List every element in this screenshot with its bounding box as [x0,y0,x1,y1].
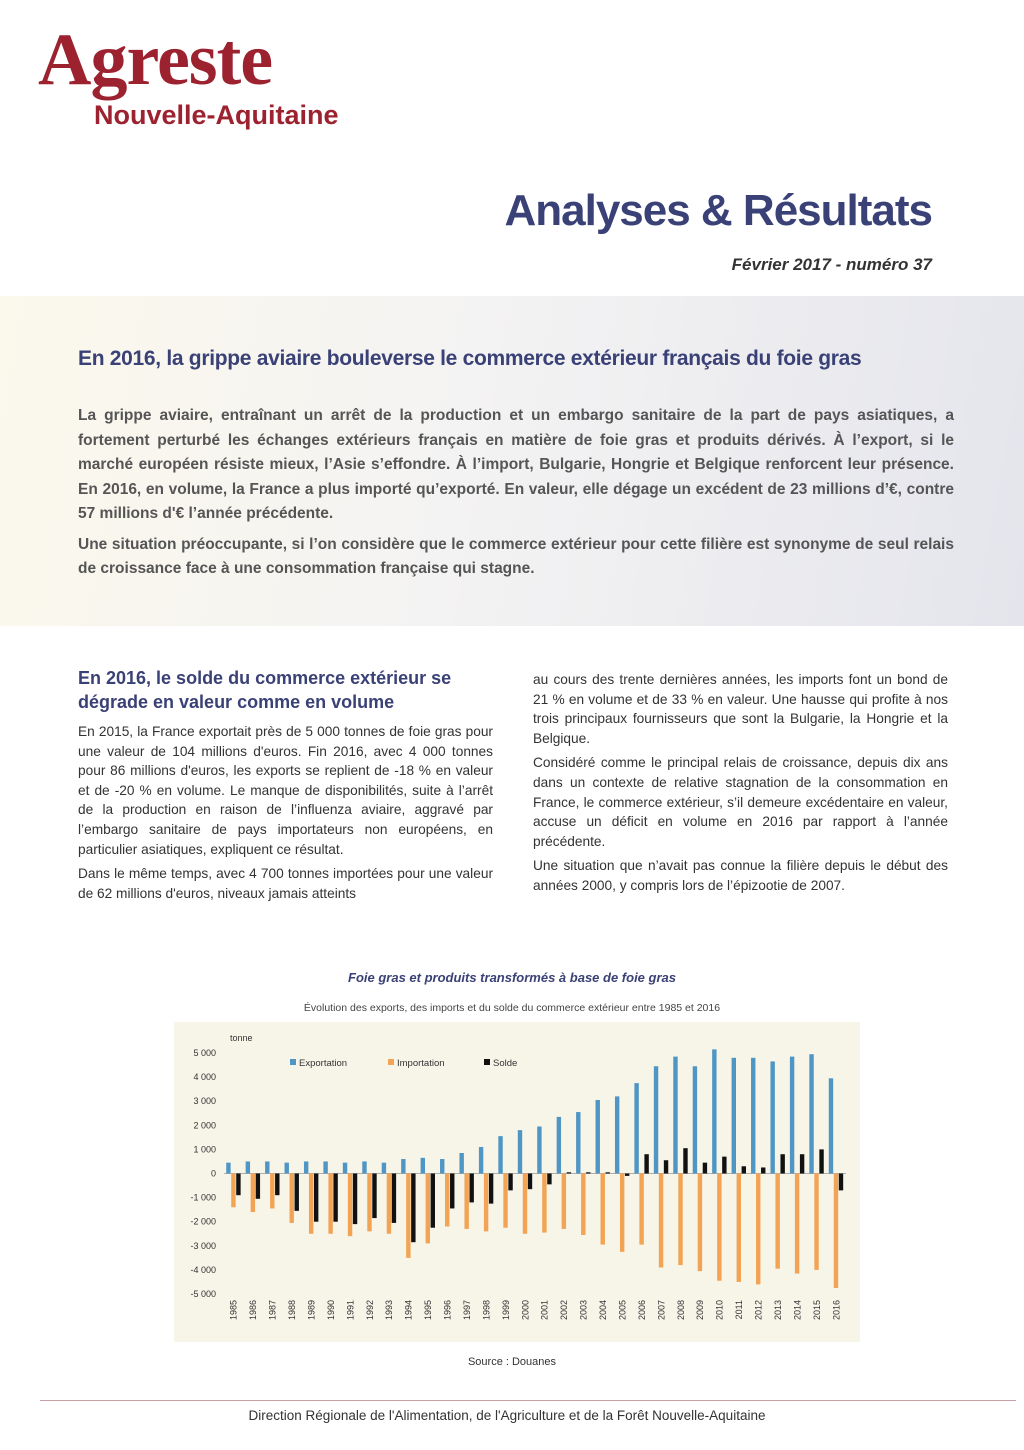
bar-exportation [498,1136,502,1173]
bar-exportation [343,1163,347,1174]
bar-exportation [809,1054,813,1173]
bar-importation [231,1174,235,1208]
bar-importation [426,1174,430,1244]
bar-solde [606,1172,610,1173]
bar-importation [775,1174,779,1269]
article-paragraph: au cours des trente dernières années, les imports font un bond de 21 % en volume et de 33 % en valeur. Une hausse qui profite à nos trois principaux fournisseurs que sont la Bulgarie, la Hongrie et la Belgique. [533,672,948,746]
x-tick-label: 2005 [617,1300,628,1321]
bar-importation [484,1174,488,1232]
bar-solde [839,1174,843,1191]
bar-exportation [479,1147,483,1174]
x-tick-label: 1992 [364,1300,375,1321]
x-tick-label: 1993 [384,1300,395,1321]
x-tick-label: 2000 [520,1300,531,1321]
article-column-right [533,670,948,901]
bar-importation [445,1174,449,1227]
x-tick-label: 2011 [734,1300,745,1320]
x-tick-label: 2004 [598,1300,609,1321]
x-tick-label: 2006 [636,1300,647,1321]
bar-solde [664,1160,668,1173]
y-tick-label: -5 000 [190,1289,216,1299]
bar-solde [353,1174,357,1225]
x-tick-label: 2007 [656,1300,667,1321]
y-tick-label: 4 000 [193,1072,216,1083]
bar-exportation [518,1130,522,1173]
y-tick-label: -3 000 [190,1240,216,1251]
footer-divider [40,1400,1016,1401]
bar-solde [508,1174,512,1191]
bar-solde [780,1154,784,1173]
issue-number: Février 2017 - numéro 37 [731,255,932,274]
bar-solde [819,1149,823,1173]
x-tick-label: 2012 [753,1300,764,1321]
bar-solde [275,1174,279,1196]
bar-importation [348,1174,352,1237]
logo-title: Agreste [38,19,273,101]
x-tick-label: 2014 [792,1300,803,1321]
bar-solde [469,1174,473,1203]
bar-exportation [459,1153,463,1173]
bar-exportation [712,1049,716,1173]
bar-exportation [537,1127,541,1174]
bar-solde [761,1167,765,1173]
y-axis-unit: tonne [230,1033,253,1043]
bar-importation [270,1174,274,1209]
bar-solde [547,1174,551,1185]
x-tick-label: 2010 [714,1300,725,1321]
footer-text: Direction Régionale de l'Alimentation, de l'Agriculture et de la Forêt Nouvelle-Aquitaine [248,1408,766,1423]
lead-headline: En 2016, la grippe aviaire bouleverse le commerce extérieur français du foie gras [78,347,862,370]
bar-importation [795,1174,799,1274]
bar-solde [450,1174,454,1209]
logo-subtitle: Nouvelle-Aquitaine [94,100,339,130]
bar-solde [800,1154,804,1173]
bar-exportation [323,1161,327,1173]
bar-importation [464,1174,468,1229]
bar-solde [372,1174,376,1219]
bar-exportation [265,1161,269,1173]
bar-exportation [829,1078,833,1173]
y-tick-label: 5 000 [193,1048,216,1058]
bar-exportation [673,1057,677,1174]
y-tick-label: 3 000 [193,1096,216,1107]
chart-source: Source : Douanes [467,1356,557,1368]
bar-importation [639,1174,643,1245]
x-tick-label: 1987 [267,1300,278,1321]
bar-importation [309,1174,313,1234]
article-paragraph: En 2015, la France exportait près de 5 000 tonnes de foie gras pour une valeur de 104 millions d'euros. Fin 2016, avec 4 000 tonnes pour 86 millions d'euros, les exports se replient de -18 % en valeur et de -20 % en volume. Le manque de disponibilités, suite à l’arrêt de la production en raison de l’influenza aviaire, aggravé par l’embargo sanitaire de pays importateurs non européens, en particulier asiatiques, expliquent ce résultat. [78,724,493,857]
bar-importation [581,1174,585,1235]
bar-exportation [382,1163,386,1174]
bar-importation [717,1174,721,1281]
bar-exportation [557,1117,561,1174]
section-title: En 2016, le solde du commerce extérieur se dégrade en valeur comme en volume [78,668,452,712]
bar-exportation [770,1061,774,1173]
legend-label: Exportation [299,1058,348,1069]
bar-exportation [576,1112,580,1173]
legend-swatch [484,1059,490,1065]
bar-solde [489,1174,493,1204]
bar-importation [814,1174,818,1270]
x-tick-label: 2002 [559,1300,570,1321]
bar-exportation [440,1159,444,1173]
chart-subtitle: Évolution des exports, des imports et du solde du commerce extérieur entre 1985 et 2016 [303,1002,721,1014]
bar-exportation [421,1158,425,1174]
x-tick-label: 1985 [228,1300,239,1321]
bar-importation [659,1174,663,1268]
bar-exportation [226,1163,230,1174]
x-tick-label: 2008 [675,1300,686,1321]
y-tick-label: -4 000 [190,1264,216,1275]
x-tick-label: 1986 [248,1300,259,1321]
bar-importation [678,1174,682,1266]
bar-solde [431,1174,435,1228]
bar-solde [295,1174,299,1211]
bar-importation [328,1174,332,1234]
x-tick-label: 1990 [325,1300,336,1321]
x-tick-label: 1998 [481,1300,492,1321]
legend-label: Importation [397,1058,445,1069]
bar-solde [528,1174,532,1190]
bar-importation [367,1174,371,1232]
x-tick-label: 1995 [423,1300,434,1321]
bar-solde [256,1174,260,1199]
x-tick-label: 2009 [695,1300,706,1321]
y-tick-label: -2 000 [190,1216,216,1227]
bar-solde [586,1172,590,1173]
bar-importation [542,1174,546,1233]
bar-importation [620,1174,624,1252]
y-tick-label: 0 [210,1168,216,1179]
bar-importation [737,1174,741,1282]
bar-importation [290,1174,294,1223]
article-paragraph: Considéré comme le principal relais de croissance, depuis dix ans dans un contexte de relative stagnation de la consommation en France, le commerce extérieur, s’il demeure excédentaire en valeur, accuse un déficit en volume en 2016 par rapport à l’année précédente. [533,755,948,849]
bar-solde [683,1148,687,1173]
bar-exportation [751,1058,755,1174]
article-paragraph: Une situation que n’avait pas connue la filière depuis le début des années 2000, y compris lors de l’épizootie de 2007. [533,858,948,893]
lead-paragraph: La grippe aviaire, entraînant un arrêt de la production et un embargo sanitaire de la part de pays asiatiques, a fortement perturbé les échanges extérieurs français en matière de foie gras et produits dérivés. À l’export, si le marché européen résiste mieux, l’Asie s’effondre. À l’import, Bulgarie, Hongrie et Belgique renforcent leur présence. En 2016, en volume, la France a plus importé qu’exporté. En valeur, elle dégage un excédent de 23 millions d’€, contre 57 millions d'€ l’année précédente. [78,407,954,522]
bar-exportation [596,1100,600,1174]
y-tick-label: 2 000 [193,1120,216,1131]
x-tick-label: 2001 [539,1300,550,1321]
y-tick-label: -1 000 [190,1192,216,1203]
bar-solde [625,1174,629,1176]
bar-exportation [693,1066,697,1173]
bar-importation [834,1174,838,1288]
bar-solde [722,1157,726,1174]
lead-intro [78,404,954,588]
chart-area [174,1022,860,1342]
bar-solde [314,1174,318,1222]
bar-importation [756,1174,760,1285]
bar-importation [601,1174,605,1245]
bar-solde [742,1166,746,1173]
bar-solde [411,1174,415,1243]
article-paragraph: Dans le même temps, avec 4 700 tonnes importées pour une valeur de 62 millions d'euros, niveaux jamais atteints [78,866,493,901]
x-tick-label: 2016 [831,1300,842,1321]
x-tick-label: 2015 [811,1300,822,1321]
bar-importation [387,1174,391,1234]
x-tick-label: 1997 [461,1300,472,1321]
bar-importation [698,1174,702,1272]
x-tick-label: 1999 [500,1300,511,1321]
bar-exportation [304,1161,308,1173]
chart-title: Foie gras et produits transformés à base de foie gras [348,970,676,985]
bar-exportation [654,1066,658,1173]
x-tick-label: 1991 [345,1300,356,1321]
bar-importation [503,1174,507,1228]
legend-swatch [388,1059,394,1065]
bar-exportation [790,1057,794,1174]
x-tick-label: 1994 [403,1300,414,1321]
bar-solde [236,1174,240,1196]
bar-exportation [732,1058,736,1174]
bar-importation [251,1174,255,1213]
bar-solde [333,1174,337,1222]
bar-exportation [246,1161,250,1173]
legend-swatch [290,1059,296,1065]
bar-solde [644,1154,648,1173]
bar-importation [406,1174,410,1258]
article-column-left [78,666,493,908]
x-tick-label: 2013 [772,1300,783,1321]
x-tick-label: 1996 [442,1300,453,1321]
bar-solde [567,1172,571,1173]
x-tick-label: 1989 [306,1300,317,1321]
series-title: Analyses & Résultats [504,186,932,235]
trade-bar-chart [174,1022,860,1342]
bar-importation [523,1174,527,1234]
bar-exportation [634,1083,638,1173]
bar-exportation [285,1163,289,1174]
bar-exportation [401,1159,405,1173]
y-tick-label: 1 000 [193,1144,216,1155]
legend-label: Solde [493,1058,518,1069]
bar-solde [703,1163,707,1174]
bar-exportation [362,1161,366,1173]
bar-solde [392,1174,396,1223]
bar-importation [562,1174,566,1229]
x-tick-label: 1988 [287,1300,298,1321]
bar-exportation [615,1096,619,1173]
lead-paragraph: Une situation préoccupante, si l’on considère que le commerce extérieur pour cette filière est synonyme de seul relais de croissance face à une consommation française qui stagne. [78,535,954,577]
x-tick-label: 2003 [578,1300,589,1321]
